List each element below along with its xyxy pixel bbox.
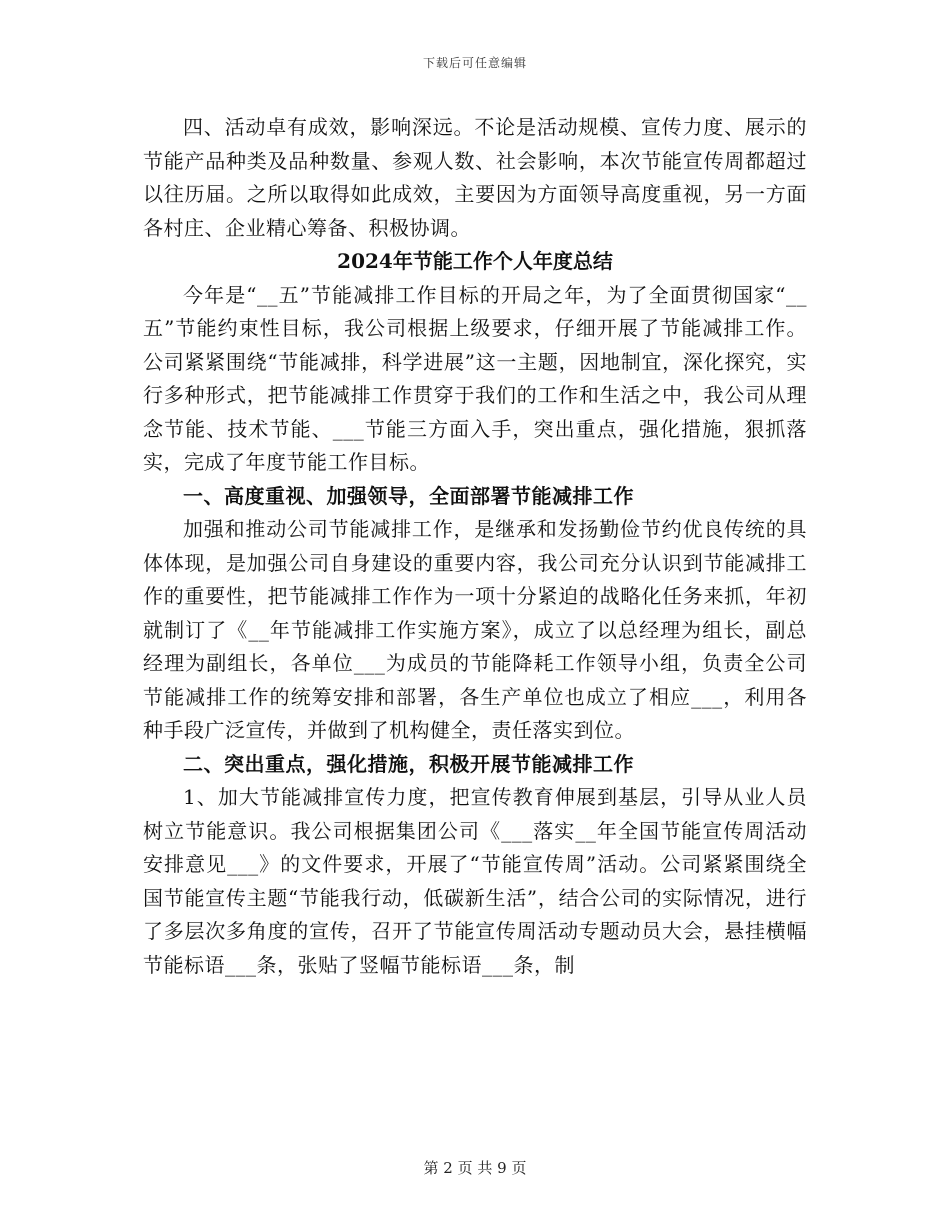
section-heading-2: 二、突出重点，强化措施，积极开展节能减排工作 xyxy=(183,751,634,776)
paragraph-intro: 今年是“__五”节能减排工作目标的开局之年，为了全面贯彻国家“__五”节能约束性目标，我公司根据上级要求，仔细开展了节能减排工作。公司紧紧围绕“节能减排，科学进展”这一主题，因地制宜，深化探究，实行多种形式，把节能减排工作贯穿于我们的工作和生活之中，我公司从理念节能、技术节能、___节能三方面入手，突出重点，强化措施，狠抓落实，完成了年度节能工作目标。 xyxy=(143,282,807,474)
document-title: 2024年节能工作个人年度总结 xyxy=(337,249,613,273)
header-note: 下载后可任意编辑 xyxy=(422,56,527,70)
paragraph-section-2-item-1: 1、加大节能减排宣传力度，把宣传教育伸展到基层，引导从业人员树立节能意识。我公司根据集团公司《___落实__年全国节能宣传周活动安排意见___》的文件要求，开展了“节能宣传周”活动。公司紧紧围绕全国节能宣传主题“节能我行动，低碳新生活”，结合公司的实际情况，进行了多层次多角度的宣传，召开了节能宣传周活动专题动员大会，悬挂横幅节能标语___条，张贴了竖幅节能标语___条，制 xyxy=(143,785,807,977)
document-body xyxy=(143,111,807,982)
paragraph-activity-results: 四、活动卓有成效，影响深远。不论是活动规模、宣传力度、展示的节能产品种类及品种数量、参观人数、社会影响，本次节能宣传周都超过以往历届。之所以取得如此成效，主要因为方面领导高度重视，另一方面各村庄、企业精心筹备、积极协调。 xyxy=(143,115,807,240)
section-heading-1: 一、高度重视、加强领导，全面部署节能减排工作 xyxy=(183,483,634,508)
paragraph-section-1: 加强和推动公司节能减排工作，是继承和发扬勤俭节约优良传统的具体体现，是加强公司自身建设的重要内容，我公司充分认识到节能减排工作的重要性，把节能减排工作作为一项十分紧迫的战略化任务来抓，年初就制订了《__年节能减排工作实施方案》，成立了以总经理为组长，副总经理为副组长，各单位___为成员的节能降耗工作领导小组，负责全公司节能减排工作的统筹安排和部署，各生产单位也成立了相应___，利用各种手段广泛宣传，并做到了机构健全，责任落实到位。 xyxy=(143,517,807,742)
page-number: 第 2 页 共 9 页 xyxy=(423,1159,527,1177)
